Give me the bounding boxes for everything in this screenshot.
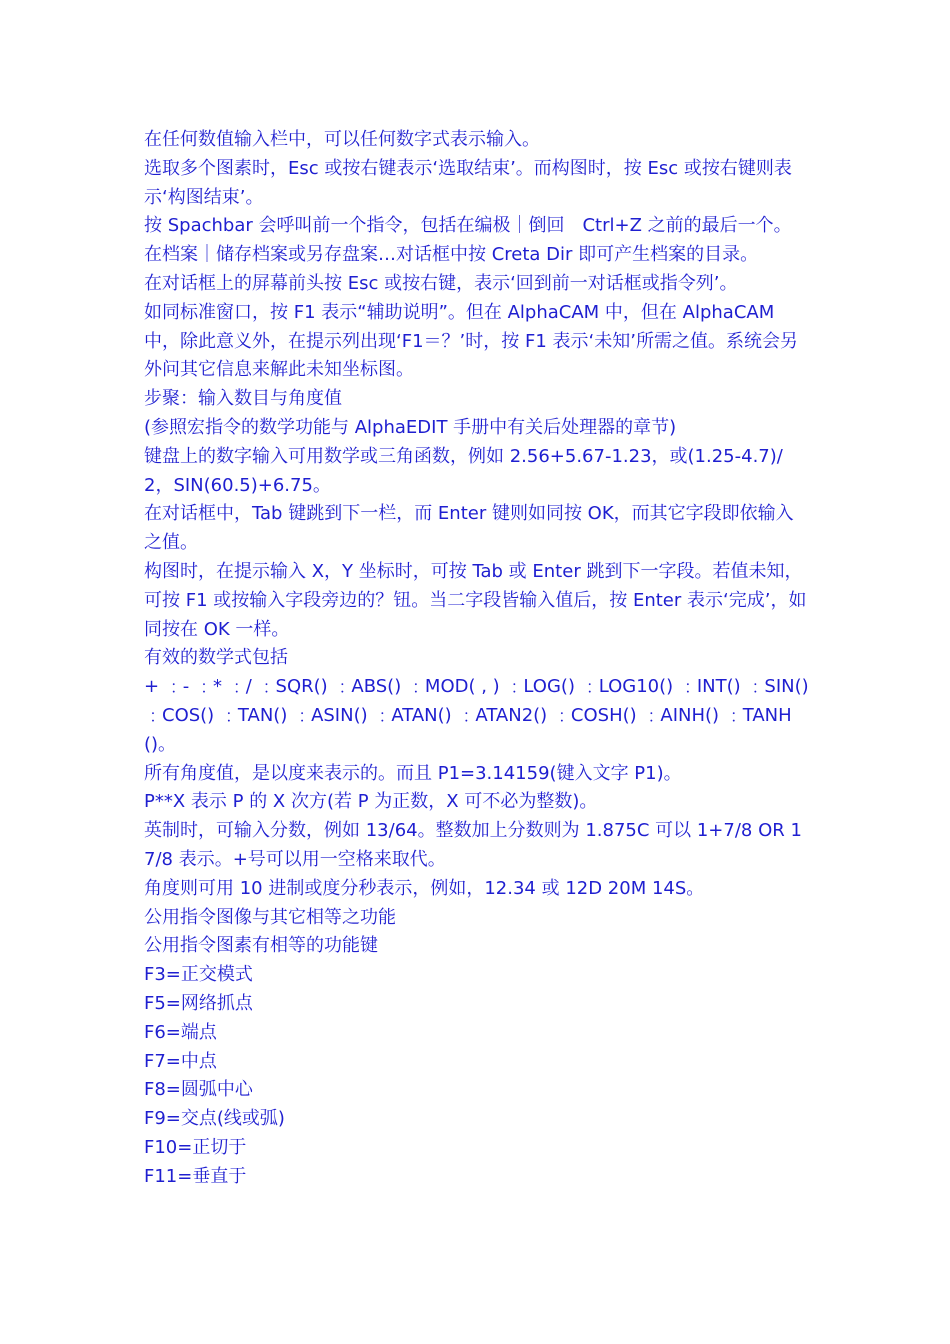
function-key-item: F7=中点 (144, 1050, 217, 1072)
paragraph: 按 Spachbar 会呼叫前一个指令，包括在编极｜倒回 Ctrl+Z 之前的最后一个。 (144, 215, 792, 237)
paragraph: 有效的数学式包括 (144, 647, 288, 669)
paragraph: 英制时，可输入分数，例如 13/64。整数加上分数则为 1.875C 可以 1+7/8 OR 1 7/8 表示。+号可以用一空格来取代。 (144, 820, 802, 870)
paragraph: 如同标准窗口，按 F1 表示“辅助说明”。但在 AlphaCAM 中，但在 AlphaCAM 中，除此意义外，在提示列出现‘F1＝？’时，按 F1 表示‘未知’所需之值。系统会另外问其它信息来解此未知坐标图。 (144, 301, 798, 381)
document-body (144, 126, 809, 1191)
paragraph: 构图时，在提示输入 X，Y 坐标时，可按 Tab 或 Enter 跳到下一字段。若值未知，可按 F1 或按输入字段旁边的？钮。当二字段皆输入值后，按 Enter 表示‘完成’，如同按在 OK 一样。 (144, 560, 807, 640)
paragraph: 所有角度值，是以度来表示的。而且 P1=3.14159(键入文字 P1)。 (144, 762, 682, 784)
function-key-item: F10=正切于 (144, 1136, 247, 1158)
function-key-item: F5=网络抓点 (144, 992, 253, 1014)
function-key-item: F3=正交模式 (144, 964, 253, 986)
section-heading: 公用指令图素有相等的功能键 (144, 935, 378, 957)
paragraph: 键盘上的数字输入可用数学或三角函数，例如 2.56+5.67-1.23，或(1.25-4.7)/2，SIN(60.5)+6.75。 (144, 445, 783, 496)
math-expression-list: + ﹕- ﹕* ﹕/ ﹕SQR() ﹕ABS() ﹕MOD( , ) ﹕LOG() ﹕LOG10() ﹕INT() ﹕SIN() ﹕COS() ﹕TAN() ﹕ASIN() ﹕ATAN() ﹕ATAN2() ﹕COSH() ﹕AINH() ﹕TANH()。 (144, 676, 809, 755)
paragraph: 在对话框中，Tab 键跳到下一栏，而 Enter 键则如同按 OK，而其它字段即依输入之值。 (144, 503, 794, 554)
section-heading: 公用指令图像与其它相等之功能 (144, 906, 396, 928)
function-key-item: F6=端点 (144, 1021, 217, 1043)
paragraph: 角度则可用 10 进制或度分秒表示，例如，12.34 或 12D 20M 14S。 (144, 877, 705, 899)
paragraph: 在任何数值输入栏中，可以任何数字式表示输入。 (144, 129, 540, 150)
function-key-item: F11=垂直于 (144, 1165, 247, 1187)
section-heading: 步聚：输入数目与角度值 (144, 388, 342, 410)
paragraph: (参照宏指令的数学功能与 AlphaEDIT 手册中有关后处理器的章节) (144, 416, 677, 438)
function-key-item: F8=圆弧中心 (144, 1079, 253, 1101)
function-key-item: F9=交点(线或弧) (144, 1108, 285, 1130)
paragraph: 选取多个图素时，Esc 或按右键表示‘选取结束’。而构图时，按 Esc 或按右键则表示‘构图结束’。 (144, 157, 792, 208)
paragraph: P**X 表示 P 的 X 次方(若 P 为正数，X 可不必为整数)。 (144, 791, 598, 813)
paragraph: 在档案｜储存档案或另存盘案…对话框中按 Creta Dir 即可产生档案的目录。 (144, 244, 759, 266)
paragraph: 在对话框上的屏幕前头按 Esc 或按右键，表示‘回到前一对话框或指令列’。 (144, 272, 738, 294)
